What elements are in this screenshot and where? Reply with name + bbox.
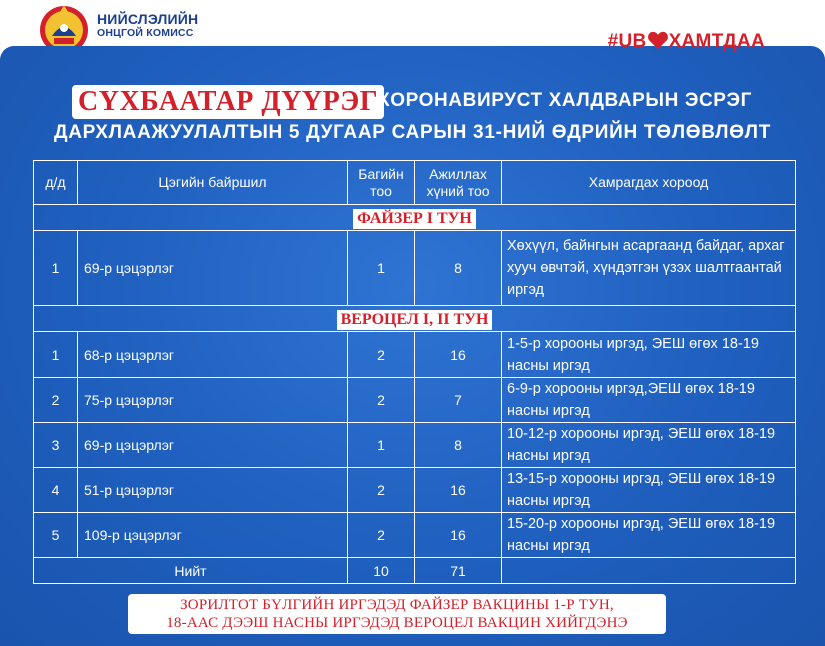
cell-people: 16 xyxy=(415,513,502,558)
cell-location: 75-р цэцэрлэг xyxy=(78,378,348,423)
cell-coverage: 15-20-р хорооны иргэд, ЭЕШ өгөх 18-19 насны иргэд xyxy=(502,513,796,558)
total-people: 71 xyxy=(415,558,502,584)
section-title: ФАЙЗЕР I ТУН xyxy=(353,209,476,229)
cell-location: 69-р цэцэрлэг xyxy=(78,231,348,306)
cell-no: 5 xyxy=(34,513,78,558)
cell-people: 16 xyxy=(415,332,502,378)
col-header-coverage: Хамрагдах хороод xyxy=(502,161,796,205)
total-coverage-empty xyxy=(502,558,796,584)
section-title: ВЕРОЦЕЛ I, II ТУН xyxy=(337,310,493,330)
hashtag-suffix: ХАМТДАА xyxy=(668,31,765,52)
cell-coverage: Хөхүүл, байнгын асаргаанд байдаг, архаг хууч өвчтэй, хүндэтгэн үзэх шалтгаантай иргэд xyxy=(502,231,796,306)
cell-teams: 2 xyxy=(348,513,415,558)
cell-coverage: 10-12-р хорооны иргэд, ЭЕШ өгөх 18-19 насны иргэд xyxy=(502,423,796,468)
total-row xyxy=(34,558,796,584)
hashtag xyxy=(608,30,765,53)
table-row xyxy=(34,378,796,423)
table-row xyxy=(34,468,796,513)
total-teams: 10 xyxy=(348,558,415,584)
section-row-verocell xyxy=(34,306,796,332)
total-label: Нийт xyxy=(34,558,348,584)
cell-people: 7 xyxy=(415,378,502,423)
footer-note xyxy=(128,594,666,634)
cell-location: 109-р цэцэрлэг xyxy=(78,513,348,558)
cell-no: 2 xyxy=(34,378,78,423)
table-row xyxy=(34,332,796,378)
footer-line1: ЗОРИЛТОТ БҮЛГИЙН ИРГЭДЭД ФАЙЗЕР ВАКЦИНЫ 1-Р ТУН, xyxy=(180,597,614,613)
cell-coverage: 13-15-р хорооны иргэд, ЭЕШ өгөх 18-19 насны иргэд xyxy=(502,468,796,513)
cell-people: 8 xyxy=(415,231,502,306)
title-line1: КОРОНАВИРУСТ ХАЛДВАРЫН ЭСРЭГ xyxy=(378,90,753,111)
title-line2: ДАРХЛААЖУУЛАЛТЫН 5 ДУГААР САРЫН 31-НИЙ ӨДРИЙН ТӨЛӨВЛӨЛТ xyxy=(53,122,772,143)
col-header-teams: Багийн тоо xyxy=(348,161,415,205)
cell-coverage: 6-9-р хорооны иргэд,ЭЕШ өгөх 18-19 насны иргэд xyxy=(502,378,796,423)
cell-no: 4 xyxy=(34,468,78,513)
table-row xyxy=(34,231,796,306)
cell-teams: 1 xyxy=(348,423,415,468)
hashtag-prefix: #UB xyxy=(607,31,647,52)
cell-location: 68-р цэцэрлэг xyxy=(78,332,348,378)
heart-icon xyxy=(647,30,669,50)
table-row xyxy=(34,423,796,468)
cell-no: 3 xyxy=(34,423,78,468)
cell-teams: 2 xyxy=(348,378,415,423)
cell-teams: 1 xyxy=(348,231,415,306)
cell-no: 1 xyxy=(34,332,78,378)
org-name-line2: ОНЦГОЙ КОМИСС xyxy=(97,27,194,39)
org-name xyxy=(97,12,198,40)
col-header-people: Ажиллах хүний тоо xyxy=(415,161,502,205)
cell-teams: 2 xyxy=(348,468,415,513)
col-header-no: д/д xyxy=(34,161,78,205)
cell-coverage: 1-5-р хорооны иргэд, ЭЕШ өгөх 18-19 насны иргэд xyxy=(502,332,796,378)
cell-people: 8 xyxy=(415,423,502,468)
vaccination-table xyxy=(33,160,796,584)
cell-teams: 2 xyxy=(348,332,415,378)
table-header-row xyxy=(34,161,796,205)
cell-no: 1 xyxy=(34,231,78,306)
table-row xyxy=(34,513,796,558)
col-header-location: Цэгийн байршил xyxy=(78,161,348,205)
section-row-pfizer xyxy=(34,205,796,231)
cell-people: 16 xyxy=(415,468,502,513)
footer-line2: 18-ААС ДЭЭШ НАСНЫ ИРГЭДЭД ВЕРОЦЕЛ ВАКЦИН ХИЙГДЭНЭ xyxy=(166,615,628,631)
district-title: СҮХБААТАР ДҮҮРЭГ xyxy=(72,85,384,119)
cell-location: 51-р цэцэрлэг xyxy=(78,468,348,513)
cell-location: 69-р цэцэрлэг xyxy=(78,423,348,468)
org-name-line1: НИЙСЛЭЛИЙН xyxy=(97,11,199,27)
